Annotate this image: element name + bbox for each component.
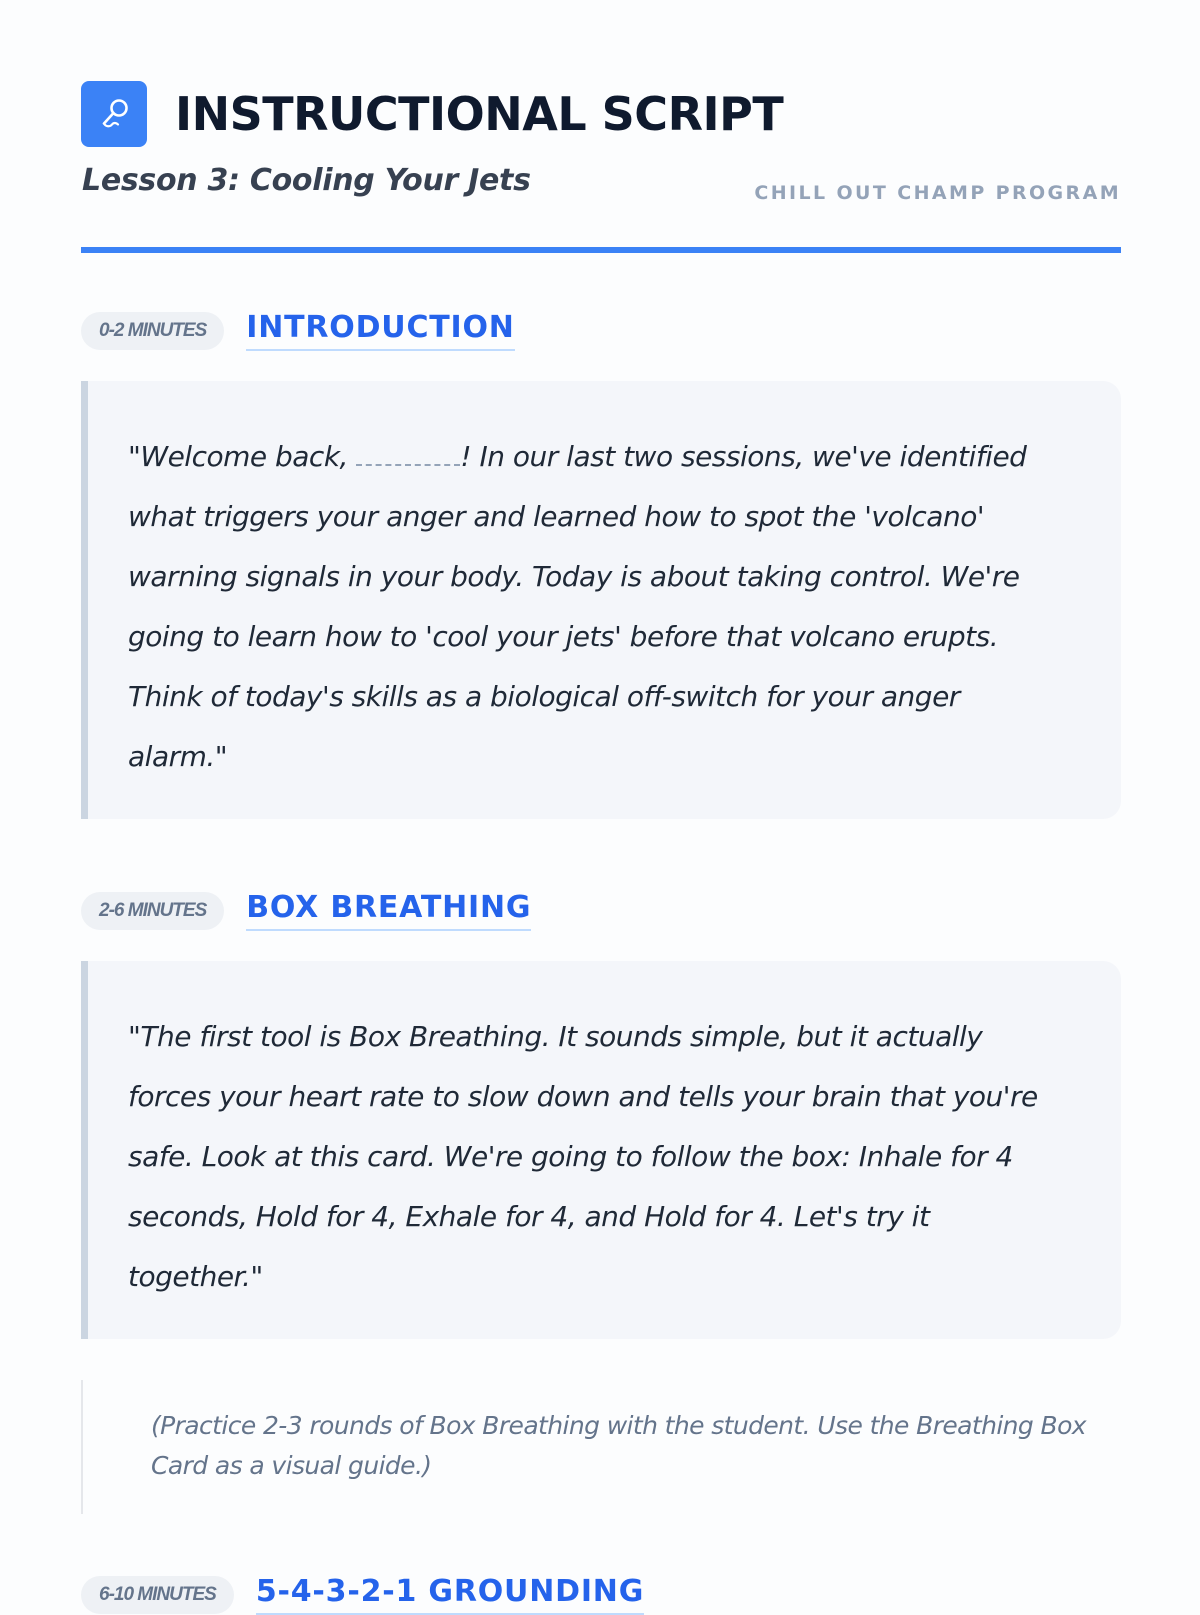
page-header <box>81 0 1121 256</box>
section-header-box-breathing <box>81 891 531 931</box>
script-text-rest: ! In our last two sessions, we've identified what triggers your anger and learned how to spot the 'volcano' warning signals in your body. Today is about taking control. We're going to learn how to 'cool your jets' before that volcano erupts. Think of today's skills as a biological off-switch for your anger alarm." <box>128 440 1027 773</box>
section-title: INTRODUCTION <box>246 311 514 351</box>
lesson-subtitle: Lesson 3: Cooling Your Jets <box>82 163 531 198</box>
time-badge: 0-2 MINUTES <box>81 312 224 350</box>
instructional-script-page <box>81 0 1121 1609</box>
script-text: "The first tool is Box Breathing. It sounds simple, but it actually forces your heart rate to slow down and tells your brain that you're safe. Look at this card. We're going to follow the box: Inhale for 4 seconds, Hold for 4, Exhale for 4, and Hold for 4. Let's try it together." <box>128 1020 1038 1293</box>
script-text-start: "Welcome back, <box>128 440 357 473</box>
name-blank <box>356 444 460 466</box>
section-title: 5-4-3-2-1 GROUNDING <box>256 1575 644 1615</box>
header-divider <box>81 247 1121 253</box>
time-badge: 6-10 MINUTES <box>81 1576 234 1614</box>
microphone-icon <box>81 81 147 147</box>
title-row <box>81 81 783 147</box>
note-text: (Practice 2-3 rounds of Box Breathing with the student. Use the Breathing Box Card as a visual guide.) <box>151 1411 1086 1480</box>
time-badge: 2-6 MINUTES <box>81 892 224 930</box>
facilitator-note <box>81 1380 1121 1514</box>
program-name: CHILL OUT CHAMP PROGRAM <box>754 182 1121 204</box>
page-title: INSTRUCTIONAL SCRIPT <box>175 87 784 141</box>
script-box-introduction <box>81 381 1121 819</box>
section-header-grounding <box>81 1575 644 1615</box>
script-text <box>128 427 1081 787</box>
script-box-box-breathing <box>81 961 1121 1339</box>
section-header-introduction <box>81 311 515 351</box>
section-title: BOX BREATHING <box>246 891 531 931</box>
